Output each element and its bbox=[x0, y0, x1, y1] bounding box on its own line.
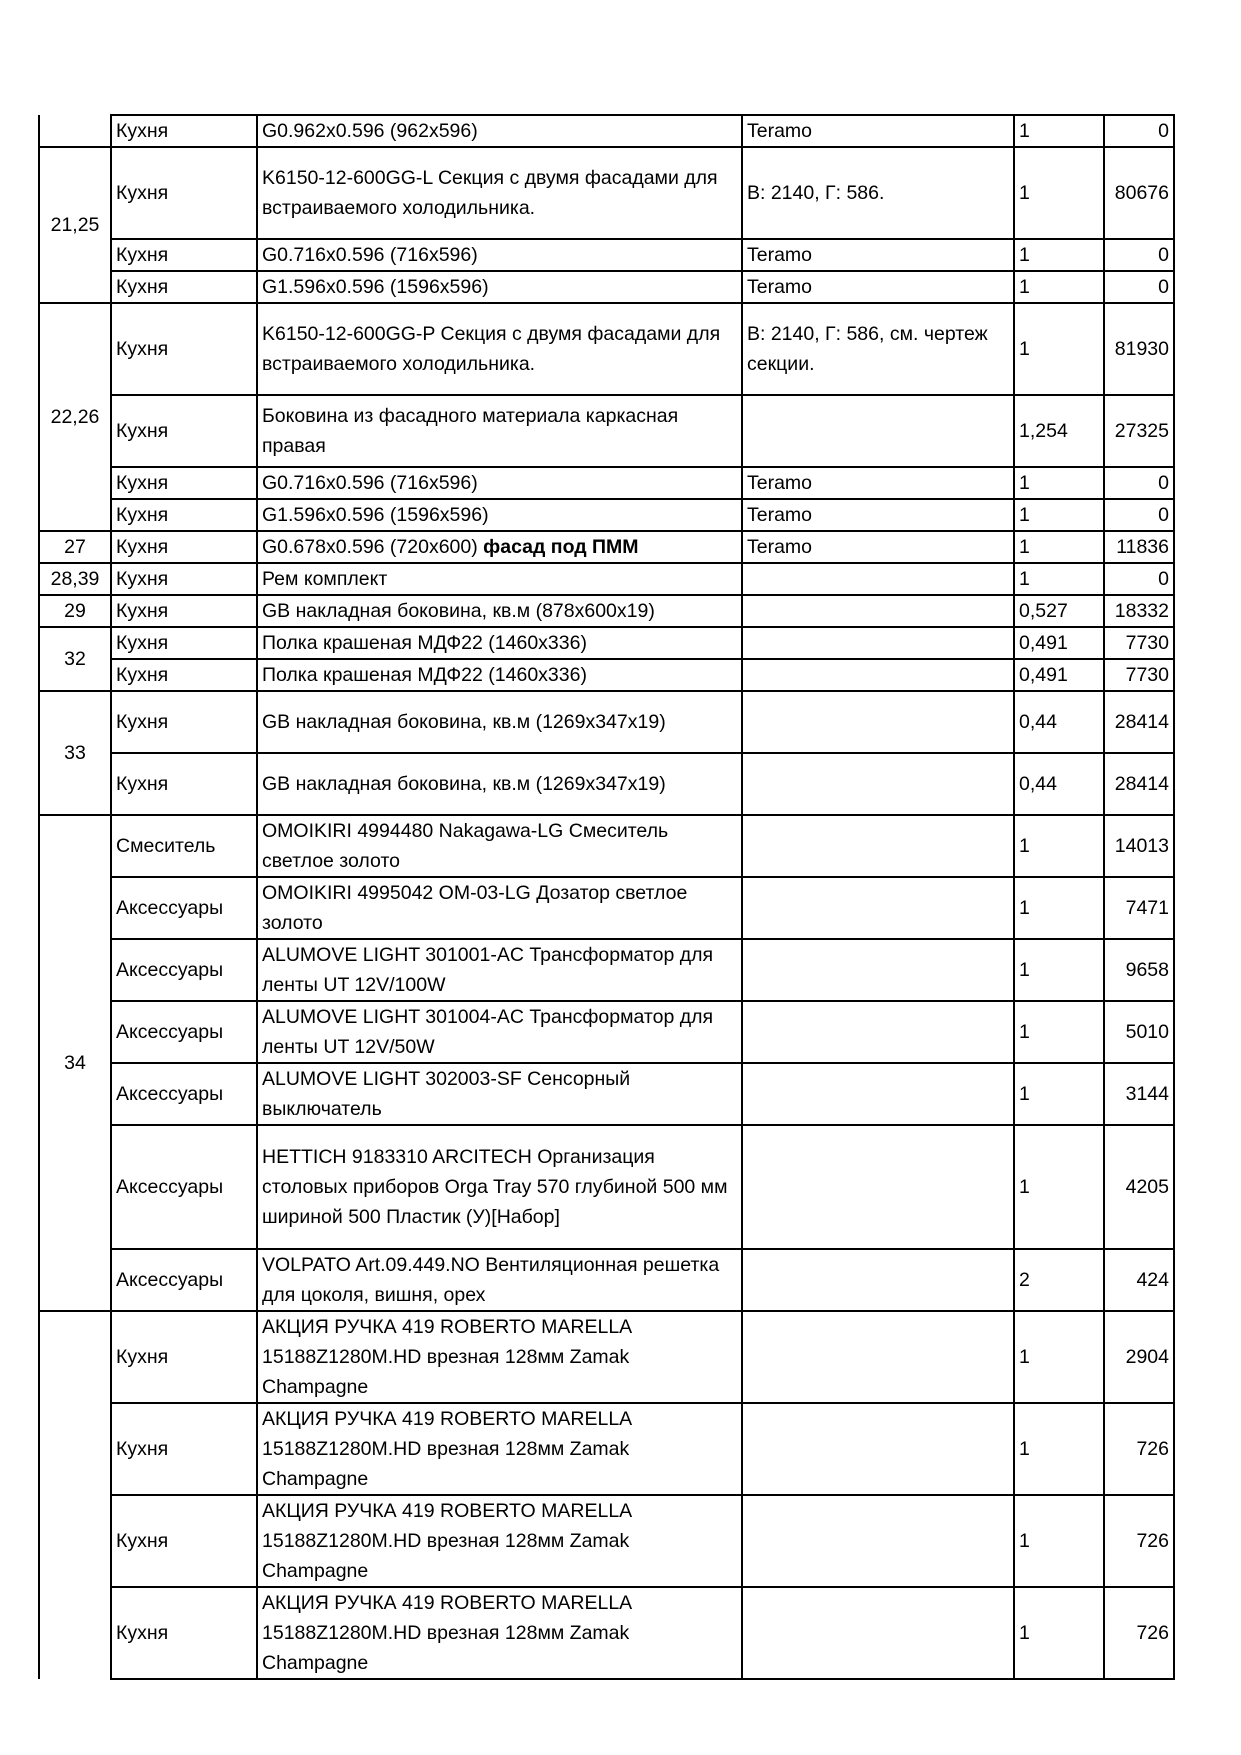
category-cell: Аксессуары bbox=[111, 1249, 257, 1311]
price-cell: 81930 bbox=[1104, 303, 1174, 395]
item-name-cell: VOLPATO Art.09.449.NO Вентиляционная решетка для цоколя, вишня, орех bbox=[257, 1249, 742, 1311]
table-row bbox=[39, 115, 1174, 147]
note-cell bbox=[742, 815, 1014, 877]
note-cell: Teramo bbox=[742, 271, 1014, 303]
price-cell: 2904 bbox=[1104, 1311, 1174, 1403]
quantity-cell: 1 bbox=[1014, 531, 1104, 563]
note-cell bbox=[742, 395, 1014, 467]
price-cell: 4205 bbox=[1104, 1125, 1174, 1249]
category-cell: Аксессуары bbox=[111, 1063, 257, 1125]
category-cell: Кухня bbox=[111, 1587, 257, 1679]
table-row bbox=[39, 1125, 1174, 1249]
category-cell: Кухня bbox=[111, 659, 257, 691]
quantity-cell: 0,491 bbox=[1014, 659, 1104, 691]
price-cell: 14013 bbox=[1104, 815, 1174, 877]
quantity-cell: 0,491 bbox=[1014, 627, 1104, 659]
item-name-cell: Рем комплект bbox=[257, 563, 742, 595]
table-row bbox=[39, 939, 1174, 1001]
quantity-cell: 0,527 bbox=[1014, 595, 1104, 627]
price-cell: 28414 bbox=[1104, 753, 1174, 815]
quantity-cell: 1 bbox=[1014, 563, 1104, 595]
item-name-text: G0.678x0.596 (720x600) bbox=[262, 536, 484, 558]
item-name-cell: Полка крашеная МДФ22 (1460x336) bbox=[257, 627, 742, 659]
position-number-cell: 33 bbox=[39, 691, 111, 815]
item-name-cell: АКЦИЯ РУЧКА 419 ROBERTO MARELLA 15188Z1280M.HD врезная 128мм Zamak Champagne bbox=[257, 1587, 742, 1679]
price-cell: 424 bbox=[1104, 1249, 1174, 1311]
note-cell: Teramo bbox=[742, 499, 1014, 531]
item-name-cell: GB накладная боковина, кв.м (1269x347x19) bbox=[257, 691, 742, 753]
item-name-cell: ALUMOVE LIGHT 301001-AC Трансформатор для ленты UT 12V/100W bbox=[257, 939, 742, 1001]
category-cell: Кухня bbox=[111, 499, 257, 531]
table-row bbox=[39, 1001, 1174, 1063]
table-row bbox=[39, 303, 1174, 395]
item-name-cell: G0.716x0.596 (716x596) bbox=[257, 467, 742, 499]
category-cell: Аксессуары bbox=[111, 1125, 257, 1249]
note-cell bbox=[742, 1249, 1014, 1311]
table-row bbox=[39, 753, 1174, 815]
item-name-cell: GB накладная боковина, кв.м (1269x347x19) bbox=[257, 753, 742, 815]
position-number-cell: 27 bbox=[39, 531, 111, 563]
position-number-cell bbox=[39, 1311, 111, 1679]
position-number-cell: 21,25 bbox=[39, 147, 111, 303]
table-row bbox=[39, 691, 1174, 753]
quantity-cell: 1 bbox=[1014, 467, 1104, 499]
item-name-cell: K6150-12-600GG-L Секция с двумя фасадами для встраиваемого холодильника. bbox=[257, 147, 742, 239]
quantity-cell: 2 bbox=[1014, 1249, 1104, 1311]
item-name-cell bbox=[257, 531, 742, 563]
quantity-cell: 1 bbox=[1014, 1495, 1104, 1587]
document-page bbox=[38, 114, 1173, 1680]
position-number-cell: 22,26 bbox=[39, 303, 111, 531]
note-cell bbox=[742, 1125, 1014, 1249]
item-name-cell: K6150-12-600GG-P Секция с двумя фасадами для встраиваемого холодильника. bbox=[257, 303, 742, 395]
category-cell: Кухня bbox=[111, 1495, 257, 1587]
price-cell: 726 bbox=[1104, 1495, 1174, 1587]
table-row bbox=[39, 271, 1174, 303]
category-cell: Кухня bbox=[111, 467, 257, 499]
category-cell: Кухня bbox=[111, 395, 257, 467]
position-number-cell: 28,39 bbox=[39, 563, 111, 595]
note-cell bbox=[742, 1495, 1014, 1587]
quantity-cell: 1 bbox=[1014, 1063, 1104, 1125]
table-row bbox=[39, 1063, 1174, 1125]
note-cell: В: 2140, Г: 586. bbox=[742, 147, 1014, 239]
category-cell: Кухня bbox=[111, 271, 257, 303]
item-name-cell: АКЦИЯ РУЧКА 419 ROBERTO MARELLA 15188Z1280M.HD врезная 128мм Zamak Champagne bbox=[257, 1403, 742, 1495]
price-cell: 726 bbox=[1104, 1587, 1174, 1679]
table-row bbox=[39, 1403, 1174, 1495]
quantity-cell: 1,254 bbox=[1014, 395, 1104, 467]
position-number-cell: 32 bbox=[39, 627, 111, 691]
table-row bbox=[39, 659, 1174, 691]
note-cell bbox=[742, 627, 1014, 659]
category-cell: Смеситель bbox=[111, 815, 257, 877]
category-cell: Кухня bbox=[111, 595, 257, 627]
quantity-cell: 1 bbox=[1014, 303, 1104, 395]
quantity-cell: 0,44 bbox=[1014, 753, 1104, 815]
quantity-cell: 1 bbox=[1014, 499, 1104, 531]
quantity-cell: 1 bbox=[1014, 939, 1104, 1001]
note-cell bbox=[742, 563, 1014, 595]
category-cell: Кухня bbox=[111, 239, 257, 271]
quantity-cell: 1 bbox=[1014, 815, 1104, 877]
item-name-cell: G0.716x0.596 (716x596) bbox=[257, 239, 742, 271]
table-row bbox=[39, 147, 1174, 239]
note-cell bbox=[742, 753, 1014, 815]
item-name-cell: АКЦИЯ РУЧКА 419 ROBERTO MARELLA 15188Z1280M.HD врезная 128мм Zamak Champagne bbox=[257, 1311, 742, 1403]
item-name-cell: АКЦИЯ РУЧКА 419 ROBERTO MARELLA 15188Z1280M.HD врезная 128мм Zamak Champagne bbox=[257, 1495, 742, 1587]
quantity-cell: 1 bbox=[1014, 1403, 1104, 1495]
category-cell: Аксессуары bbox=[111, 1001, 257, 1063]
price-cell: 11836 bbox=[1104, 531, 1174, 563]
position-number-cell: 29 bbox=[39, 595, 111, 627]
quantity-cell: 1 bbox=[1014, 115, 1104, 147]
table-row bbox=[39, 563, 1174, 595]
item-name-cell: OMOIKIRI 4995042 OM-03-LG Дозатор светлое золото bbox=[257, 877, 742, 939]
category-cell: Кухня bbox=[111, 691, 257, 753]
note-cell bbox=[742, 659, 1014, 691]
price-cell: 3144 bbox=[1104, 1063, 1174, 1125]
quantity-cell: 0,44 bbox=[1014, 691, 1104, 753]
quantity-cell: 1 bbox=[1014, 1001, 1104, 1063]
quantity-cell: 1 bbox=[1014, 1587, 1104, 1679]
note-cell bbox=[742, 1403, 1014, 1495]
category-cell: Кухня bbox=[111, 303, 257, 395]
quantity-cell: 1 bbox=[1014, 877, 1104, 939]
quantity-cell: 1 bbox=[1014, 147, 1104, 239]
note-cell bbox=[742, 939, 1014, 1001]
category-cell: Кухня bbox=[111, 627, 257, 659]
note-cell bbox=[742, 1001, 1014, 1063]
item-name-cell: OMOIKIRI 4994480 Nakagawa-LG Смеситель светлое золото bbox=[257, 815, 742, 877]
category-cell: Аксессуары bbox=[111, 877, 257, 939]
quantity-cell: 1 bbox=[1014, 1125, 1104, 1249]
price-cell: 0 bbox=[1104, 499, 1174, 531]
item-name-cell: G1.596x0.596 (1596x596) bbox=[257, 271, 742, 303]
specification-table bbox=[38, 114, 1175, 1680]
category-cell: Кухня bbox=[111, 1311, 257, 1403]
category-cell: Кухня bbox=[111, 115, 257, 147]
table-row bbox=[39, 499, 1174, 531]
table-row bbox=[39, 1249, 1174, 1311]
item-name-cell: ALUMOVE LIGHT 301004-AC Трансформатор для ленты UT 12V/50W bbox=[257, 1001, 742, 1063]
price-cell: 726 bbox=[1104, 1403, 1174, 1495]
category-cell: Кухня bbox=[111, 147, 257, 239]
note-cell: Teramo bbox=[742, 115, 1014, 147]
table-row bbox=[39, 1495, 1174, 1587]
note-cell bbox=[742, 1063, 1014, 1125]
note-cell bbox=[742, 877, 1014, 939]
table-row bbox=[39, 467, 1174, 499]
price-cell: 5010 bbox=[1104, 1001, 1174, 1063]
table-row bbox=[39, 877, 1174, 939]
price-cell: 0 bbox=[1104, 239, 1174, 271]
table-row bbox=[39, 395, 1174, 467]
table-row bbox=[39, 595, 1174, 627]
note-cell bbox=[742, 1311, 1014, 1403]
position-number-cell bbox=[39, 115, 111, 147]
price-cell: 18332 bbox=[1104, 595, 1174, 627]
table-row bbox=[39, 1311, 1174, 1403]
note-cell: В: 2140, Г: 586, см. чертеж секции. bbox=[742, 303, 1014, 395]
item-name-cell: ALUMOVE LIGHT 302003-SF Сенсорный выключатель bbox=[257, 1063, 742, 1125]
price-cell: 80676 bbox=[1104, 147, 1174, 239]
quantity-cell: 1 bbox=[1014, 1311, 1104, 1403]
price-cell: 7730 bbox=[1104, 659, 1174, 691]
category-cell: Кухня bbox=[111, 563, 257, 595]
quantity-cell: 1 bbox=[1014, 239, 1104, 271]
item-name-emphasis: фасад под ПММ bbox=[483, 536, 639, 558]
note-cell: Teramo bbox=[742, 531, 1014, 563]
category-cell: Кухня bbox=[111, 753, 257, 815]
price-cell: 7471 bbox=[1104, 877, 1174, 939]
item-name-cell: Боковина из фасадного материала каркасная правая bbox=[257, 395, 742, 467]
table-row bbox=[39, 815, 1174, 877]
price-cell: 7730 bbox=[1104, 627, 1174, 659]
quantity-cell: 1 bbox=[1014, 271, 1104, 303]
table-row bbox=[39, 1587, 1174, 1679]
price-cell: 0 bbox=[1104, 271, 1174, 303]
price-cell: 27325 bbox=[1104, 395, 1174, 467]
table-body bbox=[39, 115, 1174, 1679]
item-name-cell: Полка крашеная МДФ22 (1460x336) bbox=[257, 659, 742, 691]
category-cell: Кухня bbox=[111, 1403, 257, 1495]
table-row bbox=[39, 531, 1174, 563]
item-name-cell: G1.596x0.596 (1596x596) bbox=[257, 499, 742, 531]
category-cell: Аксессуары bbox=[111, 939, 257, 1001]
price-cell: 28414 bbox=[1104, 691, 1174, 753]
table-row bbox=[39, 627, 1174, 659]
item-name-cell: HETTICH 9183310 ARCITECH Организация столовых приборов Orga Tray 570 глубиной 500 мм шириной 500 Пластик (У)[Набор] bbox=[257, 1125, 742, 1249]
table-row bbox=[39, 239, 1174, 271]
note-cell: Teramo bbox=[742, 467, 1014, 499]
note-cell bbox=[742, 1587, 1014, 1679]
price-cell: 9658 bbox=[1104, 939, 1174, 1001]
item-name-cell: GB накладная боковина, кв.м (878x600x19) bbox=[257, 595, 742, 627]
note-cell bbox=[742, 691, 1014, 753]
item-name-cell: G0.962x0.596 (962x596) bbox=[257, 115, 742, 147]
price-cell: 0 bbox=[1104, 563, 1174, 595]
category-cell: Кухня bbox=[111, 531, 257, 563]
price-cell: 0 bbox=[1104, 115, 1174, 147]
note-cell bbox=[742, 595, 1014, 627]
position-number-cell: 34 bbox=[39, 815, 111, 1311]
note-cell: Teramo bbox=[742, 239, 1014, 271]
price-cell: 0 bbox=[1104, 467, 1174, 499]
